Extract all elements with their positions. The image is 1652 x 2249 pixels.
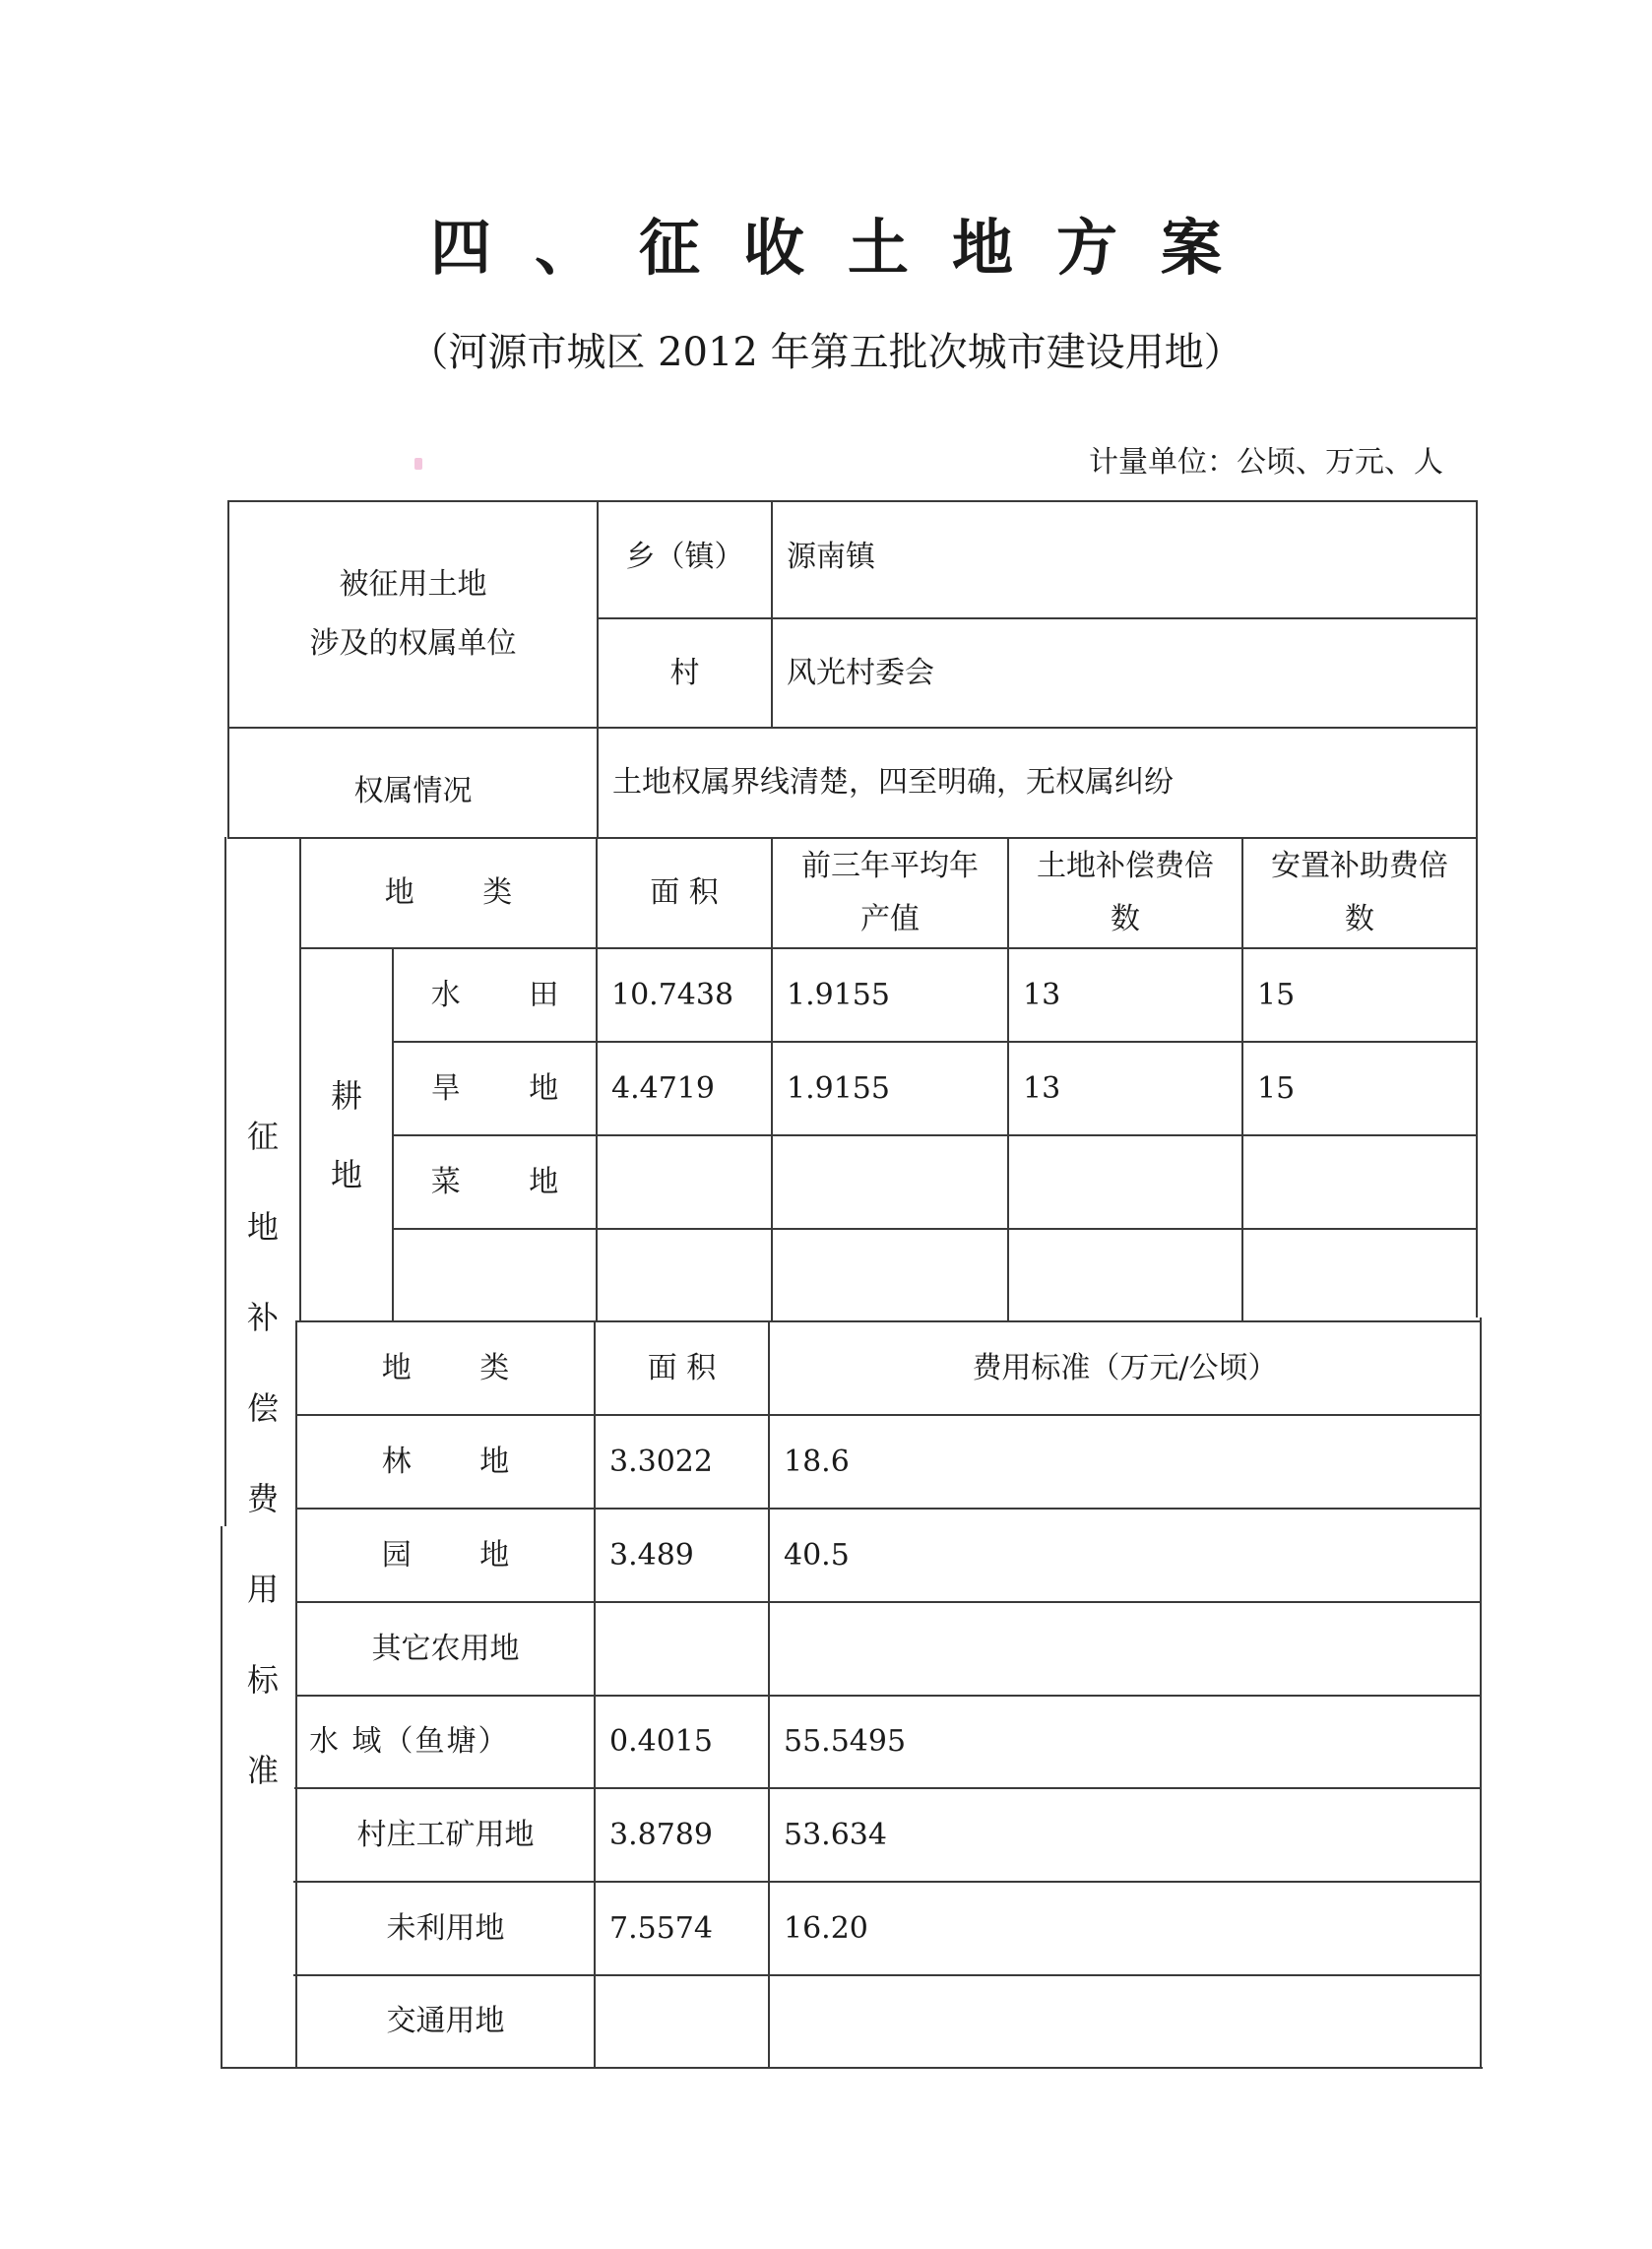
header-other-standard: 费用标准（万元/公顷） [972,1350,1278,1385]
section-label-char: 补 [246,1298,279,1336]
document-title: 四、征收土地方案 [429,212,1265,284]
section-label-char: 征 [246,1117,279,1155]
document-subtitle: （河源市城区 2012 年第五批次城市建设用地） [409,330,1243,375]
standard: 40.5 [784,1537,850,1573]
section-label-char: 费 [246,1479,279,1517]
township-label: 乡（镇） [625,540,744,574]
land-type: 菜 地 [430,1164,589,1199]
land-type: 村庄工矿用地 [356,1817,535,1852]
cultivated-label-char: 地 [330,1155,362,1193]
header-avg-output-line1: 前三年平均年 [801,849,979,883]
header-land-comp-line1: 土地补偿费倍 [1037,849,1214,883]
standard: 55.5495 [784,1724,907,1759]
land-comp: 13 [1023,1070,1061,1106]
land-comp: 13 [1023,977,1061,1012]
ownership-status-label: 权属情况 [353,774,473,808]
ownership-label-line2: 涉及的权属单位 [309,626,517,661]
cultivated-label-char: 耕 [330,1076,362,1115]
ownership-status-value: 土地权属界线清楚，四至明确，无权属纠纷 [612,765,1174,800]
land-comp [1009,1136,1241,1228]
header-land-comp [1009,839,1241,947]
area: 4.4719 [611,1070,715,1106]
standard: 16.20 [784,1910,868,1946]
pink-mark [414,458,422,470]
ownership-label-line1: 被征用土地 [339,567,487,602]
land-comp [1009,1230,1241,1320]
header-land-comp-line2: 数 [1111,902,1140,936]
area [598,1230,771,1320]
land-type: 水 田 [430,977,589,1012]
area [596,1603,768,1695]
area: 3.8789 [609,1817,713,1852]
resettle: 15 [1257,1070,1296,1106]
area: 3.489 [609,1537,694,1573]
area: 10.7438 [611,977,734,1012]
village-value: 风光村委会 [787,655,934,690]
standard: 53.634 [784,1817,887,1852]
land-type: 水 域（鱼塘） [309,1724,510,1759]
section-label-char: 标 [246,1660,279,1699]
avg-output: 1.9155 [787,1070,890,1106]
land-type: 林 地 [381,1444,540,1479]
land-type [394,1230,596,1320]
avg-output [773,1230,1007,1320]
table-border-left [221,1526,222,2069]
area: 3.3022 [609,1444,713,1479]
header-resettle-line2: 数 [1345,902,1374,936]
section-label-char: 地 [246,1207,279,1246]
land-type: 未利用地 [386,1910,505,1946]
standard [770,1976,1480,2067]
land-type: 旱 地 [430,1070,589,1106]
header-avg-output-line2: 产值 [860,902,920,936]
area: 7.5574 [609,1910,713,1946]
township-value: 源南镇 [787,540,875,574]
header-resettle-line1: 安置补助费倍 [1271,849,1448,883]
header-land-type: 地 类 [384,875,542,910]
standard: 18.6 [784,1444,850,1479]
area [596,1976,768,2067]
village-label: 村 [669,655,700,690]
avg-output: 1.9155 [787,977,890,1012]
resettle: 15 [1257,977,1296,1012]
area [598,1136,771,1228]
section-label-char: 偿 [246,1388,279,1427]
resettle [1243,1136,1476,1228]
area: 0.4015 [609,1724,713,1759]
ownership-label [229,502,597,727]
unit-note: 计量单位：公顷、万元、人 [1089,445,1443,480]
standard [770,1603,1480,1695]
land-type: 交通用地 [386,2004,505,2038]
land-type: 园 地 [381,1537,540,1573]
header-avg-output [773,839,1007,947]
section-label-char: 用 [246,1570,279,1608]
land-type: 其它农用地 [371,1631,520,1666]
resettle [1243,1230,1476,1320]
compensation-section-label [226,839,299,2067]
header-resettle [1243,839,1476,947]
header-other-land-type: 地 类 [381,1350,540,1385]
cultivated-group-label [301,949,392,1320]
table-border-bottom [221,2067,1483,2069]
avg-output [773,1136,1007,1228]
table-border-right [1480,1317,1482,2069]
header-other-area: 面 积 [647,1350,717,1385]
section-label-char: 准 [246,1751,279,1789]
header-area: 面 积 [650,875,719,910]
table-border-right [1476,500,1478,1317]
